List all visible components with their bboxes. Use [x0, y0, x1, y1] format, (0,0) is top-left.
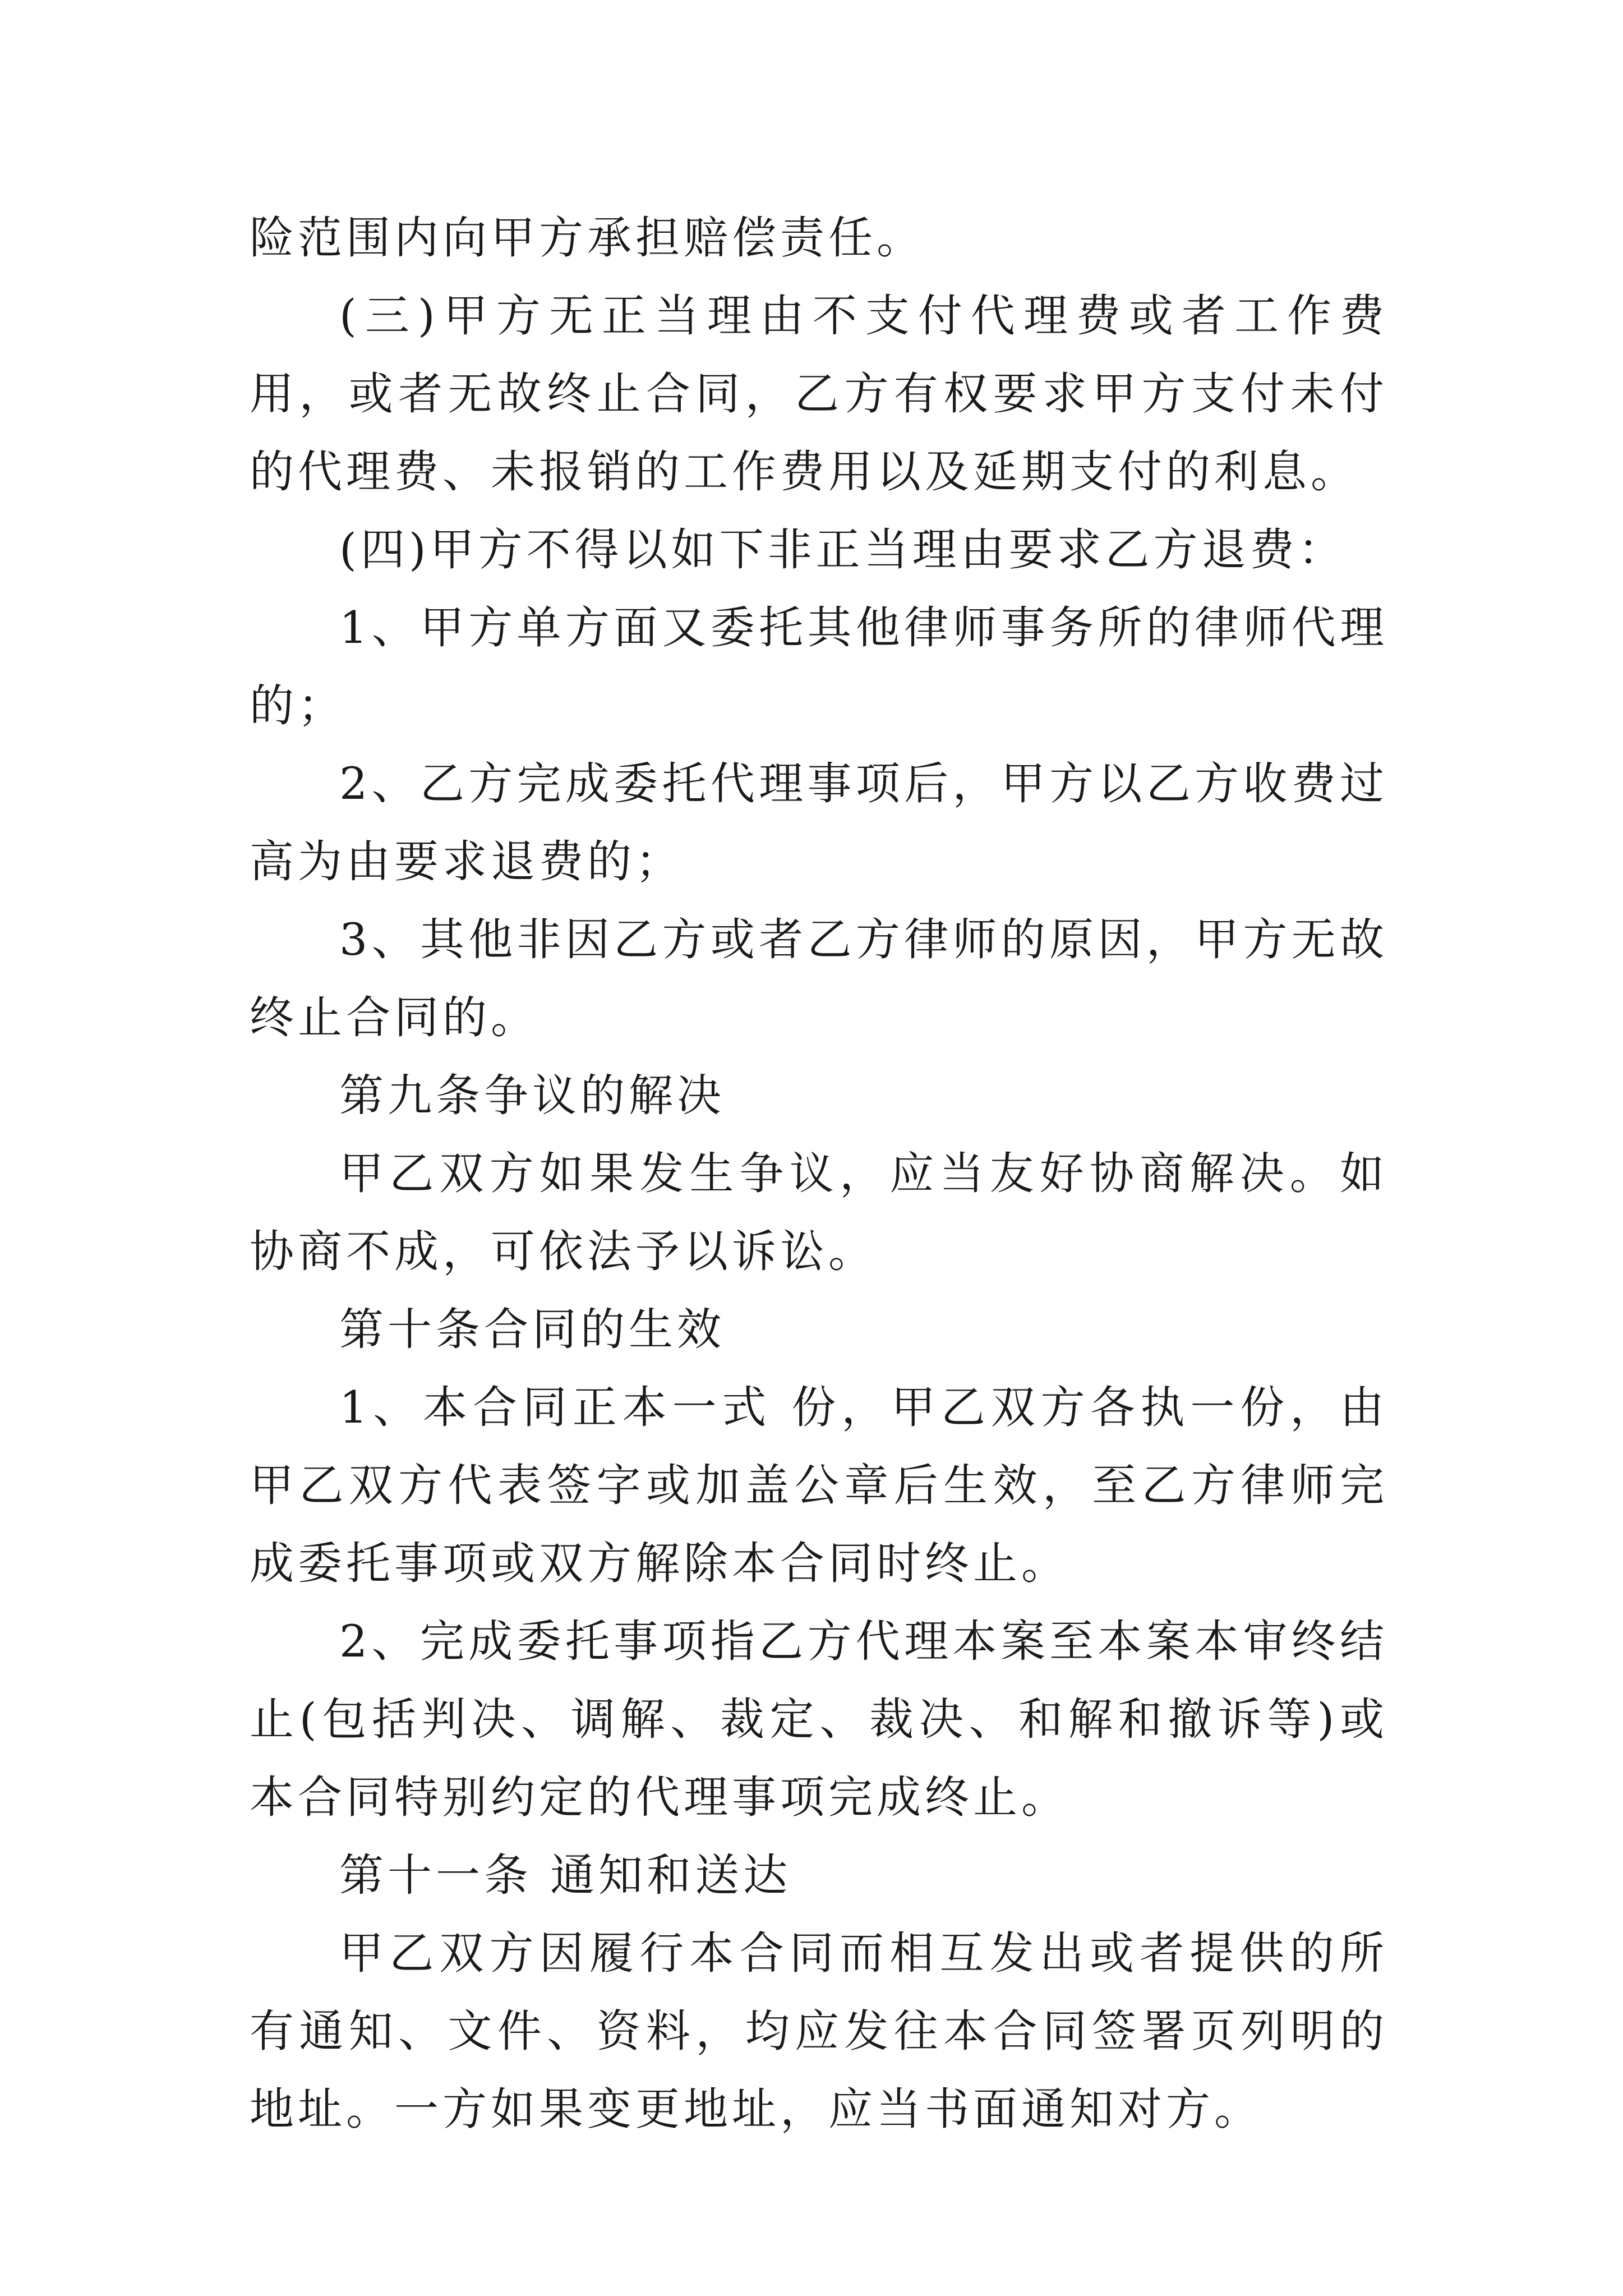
section-heading-article-11: 第十一条 通知和送达 — [339, 1849, 792, 1901]
document-body — [250, 199, 1388, 2148]
list-item-3: 3、其他非因乙方或者乙方律师的原因，甲方无故终止合同的。 — [250, 914, 1388, 1043]
section-heading-article-9: 第九条争议的解决 — [339, 1070, 725, 1121]
paragraph-article-11: 甲乙双方因履行本合同而相互发出或者提供的所有通知、文件、资料，均应发往本合同签署页列明的地址。一方如果变更地址，应当书面通知对方。 — [250, 1927, 1388, 2135]
list-item-2: 2、乙方完成委托代理事项后，甲方以乙方收费过高为由要求退费的； — [250, 758, 1388, 887]
paragraph-clause-3: (三)甲方无正当理由不支付代理费或者工作费用，或者无故终止合同，乙方有权要求甲方支付未付的代理费、未报销的工作费用以及延期支付的利息。 — [250, 290, 1388, 498]
paragraph-article-10-item-2: 2、完成委托事项指乙方代理本案至本案本审终结止(包括判决、调解、裁定、裁决、和解和撤诉等)或本合同特别约定的代理事项完成终止。 — [250, 1616, 1388, 1823]
paragraph-article-9: 甲乙双方如果发生争议，应当友好协商解决。如协商不成，可依法予以诉讼。 — [250, 1148, 1388, 1277]
paragraph-clause-4: (四)甲方不得以如下非正当理由要求乙方退费： — [339, 524, 1347, 576]
section-heading-article-10: 第十条合同的生效 — [339, 1304, 725, 1355]
list-item-1: 1、甲方单方面又委托其他律师事务所的律师代理的； — [250, 602, 1388, 731]
paragraph-continuation: 险范围内向甲方承担赔偿责任。 — [250, 212, 925, 264]
paragraph-article-10-item-1: 1、本合同正本一式 份，甲乙双方各执一份，由甲乙双方代表签字或加盖公章后生效，至乙方律师完成委托事项或双方解除本合同时终止。 — [250, 1382, 1388, 1589]
